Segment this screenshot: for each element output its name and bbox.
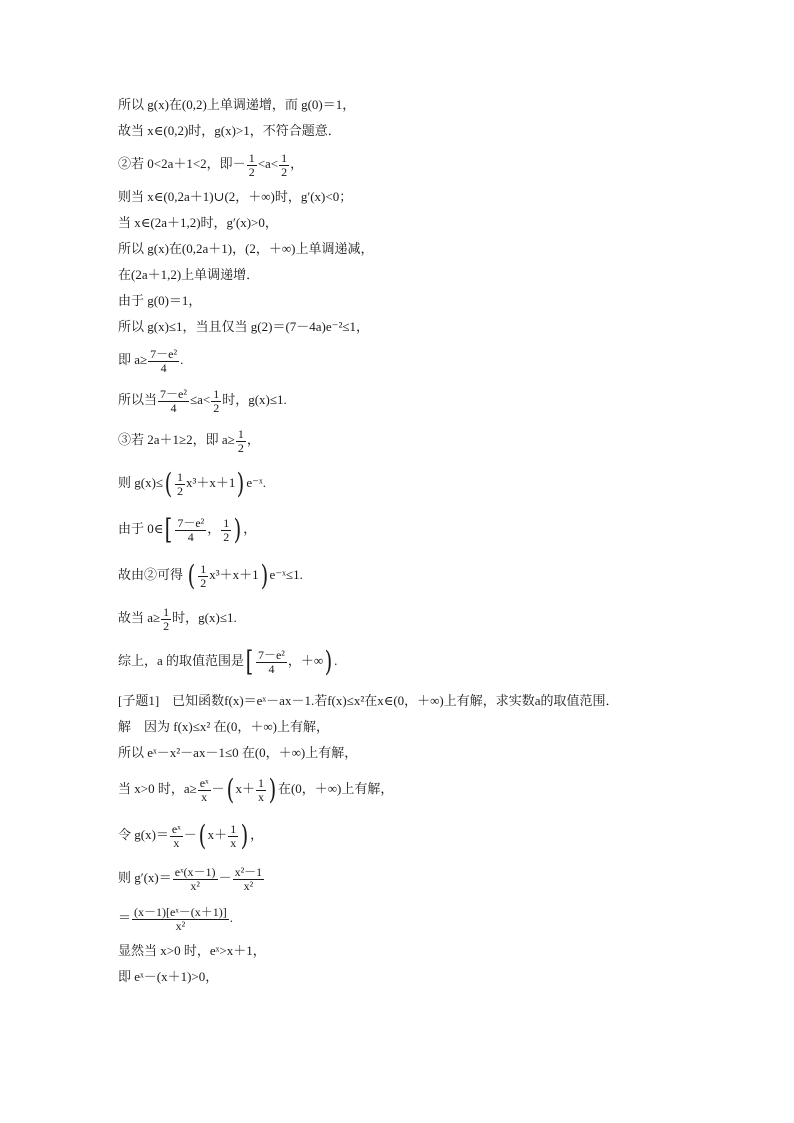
text-line	[118, 766, 678, 812]
text-run: e⁻ˣ≤1.	[269, 567, 303, 582]
left-paren: (	[198, 819, 207, 853]
text-line	[118, 506, 678, 552]
text-line: 解 因为 f(x)≤x² 在(0，＋∞)上有解，	[118, 719, 329, 734]
text-run: 在(0，＋∞)上有解，	[277, 781, 394, 796]
text-line	[118, 638, 678, 684]
text-run: ，	[290, 156, 304, 171]
text-line: 则当 x∈(0,2a＋1)∪(2，＋∞)时，g′(x)<0；	[118, 189, 353, 204]
text-run: x³＋x＋1	[209, 567, 259, 582]
fraction: $\frac{\text{eˣ}}{x}$	[171, 821, 181, 850]
right-paren: )	[260, 559, 268, 593]
text-line	[118, 144, 678, 184]
text-run: .	[180, 352, 184, 367]
text-line: 故当 x∈(0,2)时，g(x)>1，不符合题意．	[118, 123, 341, 138]
text-run: 故由②可得	[118, 567, 187, 582]
text-line: 所以 g(x)在(0,2)上单调递增，而 g(0)＝1，	[118, 97, 356, 112]
fraction: $\frac{1}{2}$	[248, 150, 255, 179]
text-run: 综上，a 的取值范围是	[118, 653, 245, 668]
fraction: $\frac{1}{2}$	[163, 604, 170, 633]
text-line	[118, 420, 678, 460]
text-run: ，	[246, 432, 260, 447]
text-run: 所以当	[118, 392, 158, 407]
text-run: .	[229, 910, 234, 925]
text-run: ≤a<	[189, 392, 211, 407]
text-run: 时，g(x)≤1.	[222, 392, 287, 407]
fraction: $\frac{1}{2}$	[237, 426, 244, 455]
text-run: －	[218, 870, 232, 885]
right-paren: )	[237, 467, 245, 501]
text-line	[118, 380, 678, 420]
text-line: 在(2a＋1,2)上单调递增．	[118, 267, 260, 282]
fraction: $\frac{\text{7－e²}}{4}$	[257, 647, 285, 676]
text-run: e⁻ˣ.	[246, 475, 266, 490]
text-run: ，＋∞	[287, 653, 324, 668]
fraction: $\frac{\text{eˣ}}{x}$	[199, 775, 209, 804]
fraction: $\frac{1}{2}$	[223, 515, 230, 544]
text-run: x＋	[207, 827, 228, 842]
left-paren: (	[187, 559, 196, 593]
fraction: $\frac{\text{(x－1)[eˣ－(x＋1)]}}{\text{x²}}$	[134, 904, 227, 933]
text-run: x＋	[235, 781, 256, 796]
text-run: ②若 0<2a＋1<2，即－	[118, 156, 246, 171]
text-run: ，	[207, 521, 221, 536]
right-paren: )	[233, 513, 242, 547]
text-line: 即 eˣ－(x＋1)>0，	[118, 969, 219, 984]
text-line: 所以 eˣ－x²－ax－1≤0 在(0，＋∞)上有解，	[118, 745, 358, 760]
text-run: 即 a≥	[118, 352, 148, 367]
text-run: <a<	[257, 156, 279, 171]
text-line: 当 x∈(2a＋1,2)时，g′(x)>0，	[118, 215, 278, 230]
text-run: －	[183, 827, 197, 842]
text-run: .	[334, 653, 338, 668]
fraction: $\frac{\text{7－e²}}{4}$	[177, 515, 205, 544]
left-bracket: [	[245, 645, 254, 679]
fraction: $\frac{\text{eˣ(x－1)}}{\text{x²}}$	[174, 864, 216, 893]
text-run: ③若 2a＋1≥2，即 a≥	[118, 432, 235, 447]
text-line: 所以 g(x)≤1，当且仅当 g(2)＝(7－4a)e⁻²≤1，	[118, 319, 370, 334]
fraction: $\frac{1}{x}$	[230, 821, 237, 850]
left-bracket: [	[165, 513, 173, 547]
fraction: $\frac{1}{2}$	[176, 469, 183, 498]
text-run: 则 g′(x)＝	[118, 870, 172, 885]
text-run: x³＋x＋1	[185, 475, 236, 490]
text-run: ＝	[118, 910, 132, 925]
text-run: 当 x>0 时，a≥	[118, 781, 197, 796]
text-run: 由于 0∈	[118, 521, 164, 536]
text-run: －	[211, 781, 225, 796]
text-run: ，	[250, 827, 264, 842]
text-line: 由于 g(0)＝1，	[118, 293, 202, 308]
fraction: $\frac{1}{2}$	[281, 150, 288, 179]
left-paren: (	[226, 773, 234, 807]
right-paren: )	[268, 773, 277, 807]
text-run: 时，g(x)≤1.	[172, 610, 237, 625]
fraction: $\frac{1}{2}$	[200, 561, 207, 590]
text-run: 令 g(x)＝	[118, 827, 169, 842]
text-run: ，	[243, 521, 257, 536]
fraction: $\frac{\text{7－e²}}{4}$	[150, 346, 178, 375]
text-line	[118, 460, 678, 506]
text-line: 所以 g(x)在(0,2a＋1)，(2，＋∞)上单调递减，	[118, 241, 374, 256]
document-body	[118, 92, 678, 990]
text-line	[118, 552, 678, 598]
fraction: $\frac{1}{2}$	[213, 386, 220, 415]
text-run: 则 g(x)≤	[118, 475, 164, 490]
fraction: $\frac{1}{x}$	[258, 775, 265, 804]
problem-statement: [子题1] 已知函数f(x)＝eˣ－ax－1.若f(x)≤x²在x∈(0，＋∞)上有解，求实数a的取值范围．	[118, 693, 619, 708]
fraction: $\frac{\text{7－e²}}{4}$	[160, 386, 187, 415]
right-paren: )	[324, 645, 333, 679]
text-line	[118, 812, 678, 858]
text-line	[118, 340, 678, 380]
text-line	[118, 858, 678, 898]
fraction: $\frac{\text{x²－1}}{\text{x²}}$	[234, 864, 263, 893]
left-paren: (	[164, 467, 173, 501]
text-line: 显然当 x>0 时，eˣ>x＋1，	[118, 943, 266, 958]
text-line	[118, 598, 678, 638]
text-run: 故当 a≥	[118, 610, 161, 625]
right-paren: )	[240, 819, 249, 853]
text-line	[118, 898, 678, 938]
